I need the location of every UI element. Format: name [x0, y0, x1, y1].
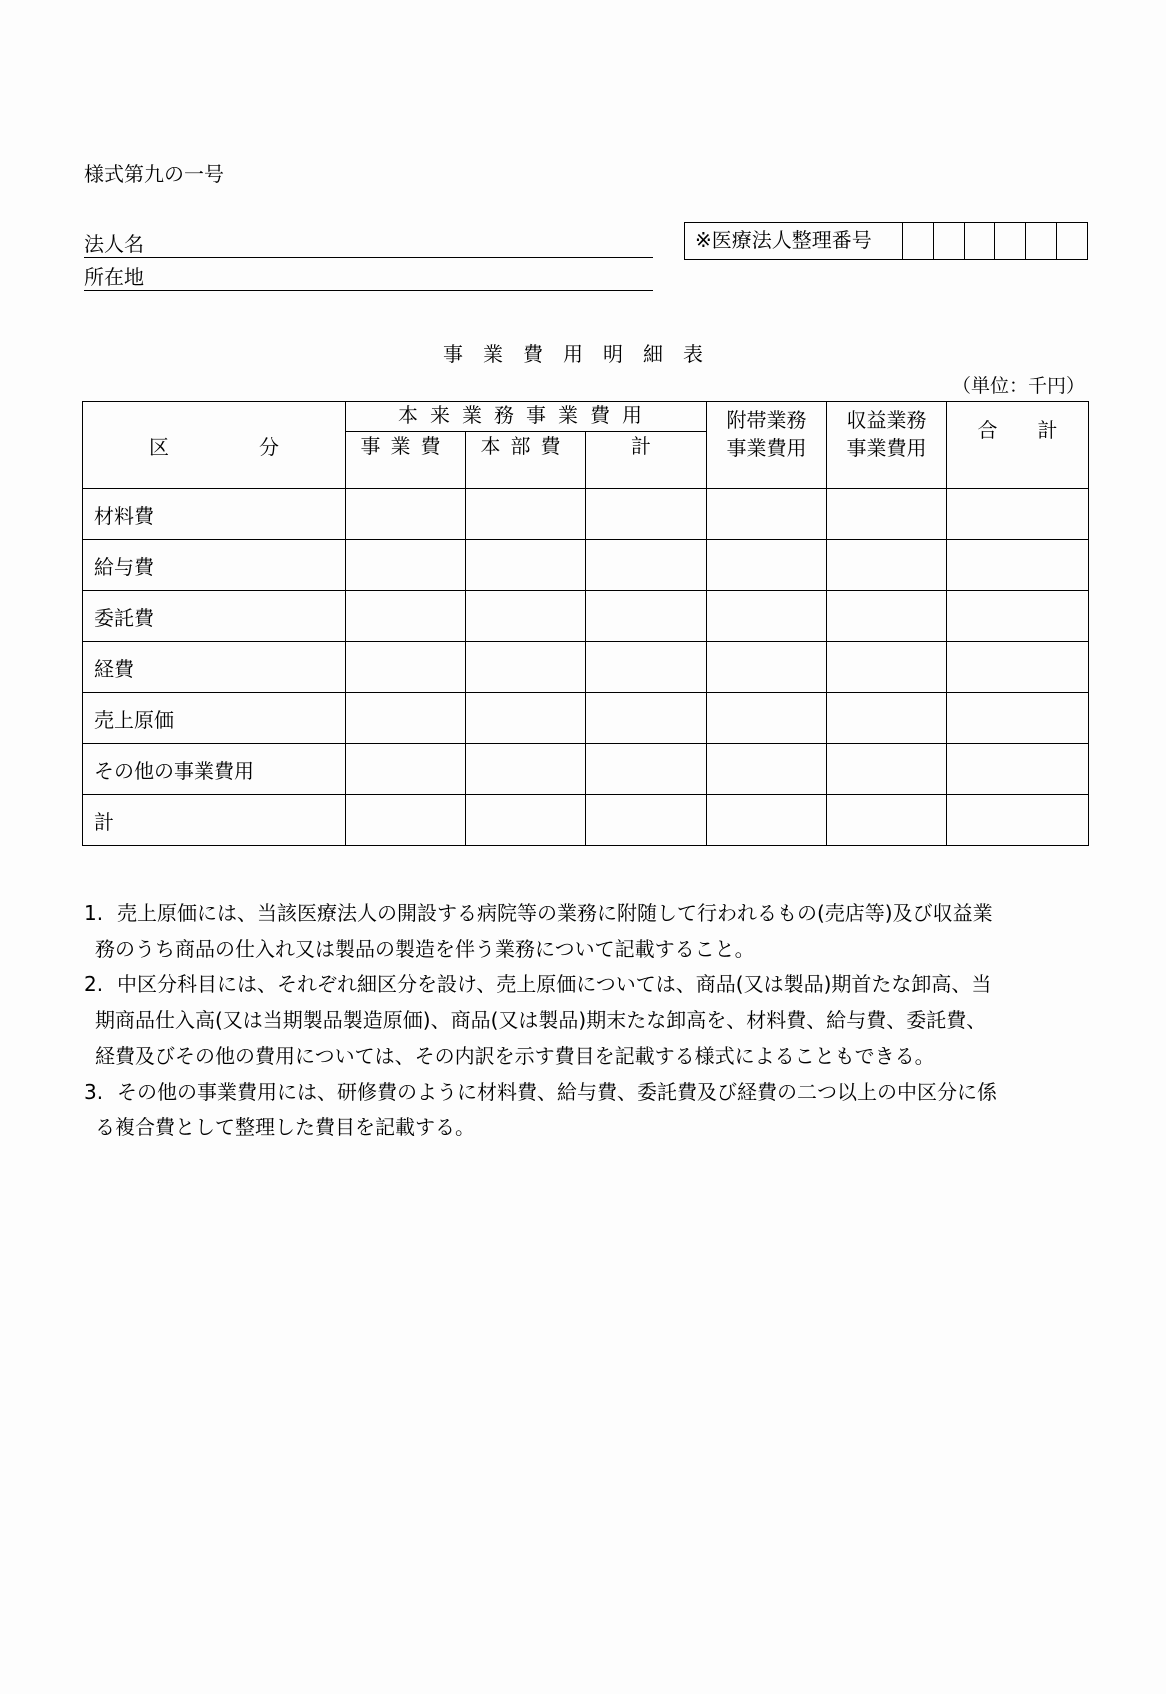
table-cell[interactable] — [586, 693, 707, 744]
table-cell[interactable] — [346, 591, 466, 642]
registration-digit-cell[interactable] — [934, 223, 965, 259]
table-cell[interactable] — [346, 642, 466, 693]
note-number: 3. — [84, 1079, 104, 1104]
registration-digit-cell[interactable] — [1057, 223, 1087, 259]
header-profit-business-expenses — [827, 402, 947, 489]
form-number: 様式第九の一号 — [84, 162, 224, 186]
row-label: 計 — [83, 795, 346, 846]
table-cell[interactable] — [947, 693, 1089, 744]
row-label: 給与費 — [83, 540, 346, 591]
note-number: 2. — [84, 972, 104, 997]
row-label: 経費 — [83, 642, 346, 693]
table-cell[interactable] — [707, 591, 827, 642]
registration-digit-cell[interactable] — [995, 223, 1026, 259]
table-cell[interactable] — [827, 744, 947, 795]
table-cell[interactable] — [346, 744, 466, 795]
note-line: 期商品仕入高(又は当期製品製造原価)、商品(又は製品)期末たな卸高を、材料費、給与費、委託費、 — [95, 1008, 987, 1033]
header-total-char-1: 合 — [977, 418, 998, 442]
table-cell[interactable] — [947, 795, 1089, 846]
row-label: 委託費 — [83, 591, 346, 642]
table-cell[interactable] — [466, 744, 586, 795]
table-cell[interactable] — [947, 489, 1089, 540]
header-ancillary-line-1: 附帯業務 — [726, 408, 807, 432]
note-text — [95, 896, 1094, 967]
note-line: る複合費として整理した費目を記載する。 — [95, 1115, 475, 1140]
note-line: 中区分科目には、それぞれ細区分を設け、売上原価については、商品(又は製品)期首たな卸高、当 — [117, 972, 992, 997]
header-headquarters-expenses: 本部費 — [466, 432, 586, 489]
header-ancillary-business-expenses — [707, 402, 827, 489]
table-row — [83, 642, 1089, 693]
note-text — [95, 1075, 1094, 1146]
registration-digit-cell[interactable] — [903, 223, 934, 259]
header-operating-expenses: 事業費 — [346, 432, 466, 489]
table-cell[interactable] — [346, 795, 466, 846]
table-cell[interactable] — [707, 642, 827, 693]
table-cell[interactable] — [947, 540, 1089, 591]
table-cell[interactable] — [346, 693, 466, 744]
location-field[interactable] — [84, 264, 653, 291]
document-title: 事業費用明細表 — [443, 342, 723, 366]
table-row — [83, 489, 1089, 540]
table-cell[interactable] — [466, 540, 586, 591]
table-cell[interactable] — [707, 540, 827, 591]
header-profit-line-1: 収益業務 — [846, 408, 927, 432]
row-label: その他の事業費用 — [83, 744, 346, 795]
table-cell[interactable] — [827, 795, 947, 846]
table-cell[interactable] — [947, 642, 1089, 693]
table-cell[interactable] — [707, 795, 827, 846]
note-item — [84, 896, 1094, 967]
table-cell[interactable] — [346, 489, 466, 540]
table-cell[interactable] — [827, 591, 947, 642]
header-subtotal: 計 — [586, 432, 707, 489]
corporation-name-label: 法人名 — [84, 232, 144, 256]
registration-digit-cell[interactable] — [1026, 223, 1057, 259]
header-main-business-expenses: 本来業務事業費用 — [346, 402, 707, 432]
note-item — [84, 1075, 1094, 1146]
note-item — [84, 967, 1094, 1074]
table-cell[interactable] — [466, 591, 586, 642]
table-cell[interactable] — [466, 693, 586, 744]
table-row — [83, 795, 1089, 846]
table-cell[interactable] — [466, 489, 586, 540]
header-category-char-1: 区 — [149, 434, 169, 459]
header-total-char-2: 計 — [1037, 418, 1058, 442]
table-row — [83, 693, 1089, 744]
expense-detail-table — [82, 401, 1089, 846]
note-text — [95, 967, 1094, 1074]
table-row — [83, 591, 1089, 642]
note-line: 務のうち商品の仕入れ又は製品の製造を伴う業務について記載すること。 — [95, 936, 755, 961]
table-cell[interactable] — [586, 591, 707, 642]
header-profit-line-2: 事業費用 — [846, 436, 927, 460]
notes-section — [84, 896, 1094, 1146]
table-cell[interactable] — [827, 693, 947, 744]
table-cell[interactable] — [827, 540, 947, 591]
table-cell[interactable] — [346, 540, 466, 591]
table-cell[interactable] — [586, 540, 707, 591]
row-label: 材料費 — [83, 489, 346, 540]
location-label: 所在地 — [84, 265, 144, 289]
row-label: 売上原価 — [83, 693, 346, 744]
note-line: 売上原価には、当該医療法人の開設する病院等の業務に附随して行われるもの(売店等)及び収益業 — [117, 901, 993, 925]
table-cell[interactable] — [466, 642, 586, 693]
header-total — [947, 402, 1089, 489]
note-line: その他の事業費用には、研修費のように材料費、給与費、委託費及び経費の二つ以上の中区分に係 — [117, 1079, 997, 1104]
header-category-char-2: 分 — [259, 434, 279, 459]
registration-number-box — [684, 222, 1088, 260]
registration-number-label: ※医療法人整理番号 — [685, 223, 903, 259]
header-category — [83, 402, 346, 489]
table-row — [83, 744, 1089, 795]
table-cell[interactable] — [827, 489, 947, 540]
corporation-name-field[interactable] — [84, 231, 653, 258]
table-cell[interactable] — [586, 795, 707, 846]
unit-label: （単位：千円） — [951, 375, 1085, 397]
table-cell[interactable] — [827, 642, 947, 693]
table-cell[interactable] — [586, 744, 707, 795]
table-cell[interactable] — [466, 795, 586, 846]
table-cell[interactable] — [947, 744, 1089, 795]
registration-digit-cell[interactable] — [965, 223, 996, 259]
table-cell[interactable] — [707, 744, 827, 795]
table-cell[interactable] — [707, 693, 827, 744]
note-line: 経費及びその他の費用については、その内訳を示す費目を記載する様式によることもできる。 — [95, 1043, 935, 1068]
table-cell[interactable] — [586, 489, 707, 540]
table-row — [83, 540, 1089, 591]
header-ancillary-line-2: 事業費用 — [726, 436, 807, 460]
table-cell[interactable] — [947, 591, 1089, 642]
table-cell[interactable] — [586, 642, 707, 693]
table-cell[interactable] — [707, 489, 827, 540]
note-number: 1. — [84, 901, 104, 925]
